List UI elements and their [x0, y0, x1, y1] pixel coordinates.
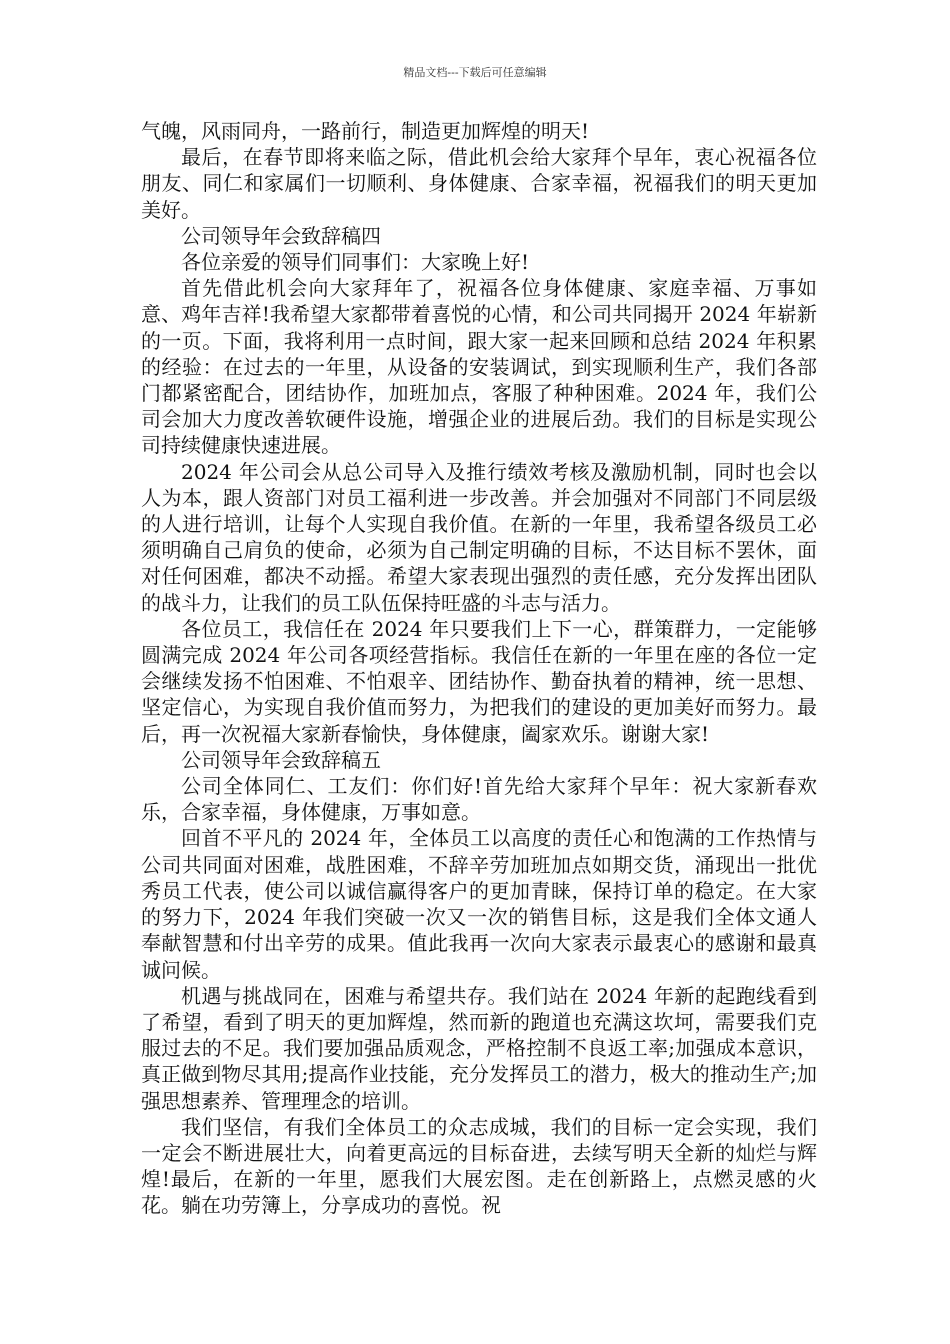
paragraph: 气魄，风雨同舟，一路前行，制造更加辉煌的明天! — [141, 119, 590, 143]
paragraph: 首先借此机会向大家拜年了，祝福各位身体健康、家庭幸福、万事如意、鸡年吉祥!我希望大家都带着喜悦的心情，和公司共同揭开 2024 年崭新的一页。下面，我将利用一点时间，跟大家一起来回顾和总结 2024 年积累的经验：在过去的一年里，从设备的安装调试，到实现顺利生产，我们各部门都紧密配合，团结协作，加班加点，客服了种种困难。2024 年，我们公司会加大力度改善软硬件设施，增强企业的进展后劲。我们的目标是实现公司持续健康快速进展。 — [141, 276, 817, 458]
paragraph: 机遇与挑战同在，困难与希望共存。我们站在 2024 年新的起跑线看到了希望，看到了明天的更加辉煌，然而新的跑道也充满这坎坷，需要我们克服过去的不足。我们要加强品质观念，严格控制不良返工率;加强成本意识，真正做到物尽其用;提高作业技能，充分发挥员工的潜力，极大的推动生产;加强思想素养、管理理念的培训。 — [141, 983, 817, 1113]
paragraph: 回首不平凡的 2024 年，全体员工以高度的责任心和饱满的工作热情与公司共同面对困难，战胜困难，不辞辛劳加班加点如期交货，涌现出一批优秀员工代表，使公司以诚信赢得客户的更加青睐，保持订单的稳定。在大家的努力下，2024 年我们突破一次又一次的销售目标，这是我们全体文通人奉献智慧和付出辛劳的成果。值此我再一次向大家表示最衷心的感谢和最真诚问候。 — [141, 826, 817, 982]
section-heading: 公司领导年会致辞稿五 — [181, 747, 381, 772]
greeting-paragraph: 各位亲爱的领导们同事们：大家晚上好! — [181, 250, 530, 275]
greeting-paragraph: 公司全体同仁、工友们：你们好!首先给大家拜个早年：祝大家新春欢乐，合家幸福，身体健康，万事如意。 — [141, 774, 817, 825]
paragraph: 最后，在春节即将来临之际，借此机会给大家拜个早年，衷心祝福各位朋友、同仁和家属们一切顺利、身体健康、合家幸福，祝福我们的明天更加美好。 — [141, 145, 817, 222]
document-body — [141, 118, 817, 1219]
paragraph: 2024 年公司会从总公司导入及推行绩效考核及激励机制，同时也会以人为本，跟人资部门对员工福利进一步改善。并会加强对不同部门不同层级的人进行培训，让每个人实现自我价值。在新的一年里，我希望各级员工必须明确自己肩负的使命，必须为自己制定明确的目标，不达目标不罢休，面对任何困难，都决不动摇。希望大家表现出强烈的责任感，充分发挥出团队的战斗力，让我们的员工队伍保持旺盛的斗志与活力。 — [141, 459, 817, 615]
page-header: 精品文档---下载后可任意编辑 — [403, 66, 547, 79]
section-heading: 公司领导年会致辞稿四 — [181, 223, 381, 248]
paragraph: 各位员工，我信任在 2024 年只要我们上下一心，群策群力，一定能够圆满完成 2024 年公司各项经营指标。我信任在新的一年里在座的各位一定会继续发扬不怕困难、不怕艰辛、团结协作、勤奋执着的精神，统一思想、坚定信心，为实现自我价值而努力，为把我们的建设的更加美好而努力。最后，再一次祝福大家新春愉快，身体健康，阖家欢乐。谢谢大家! — [141, 616, 817, 746]
paragraph: 我们坚信，有我们全体员工的众志成城，我们的目标一定会实现，我们一定会不断进展壮大，向着更高远的目标奋进，去续写明天全新的灿烂与辉煌!最后，在新的一年里，愿我们大展宏图。走在创新路上，点燃灵感的火花。躺在功劳簿上，分享成功的喜悦。祝 — [141, 1114, 817, 1218]
